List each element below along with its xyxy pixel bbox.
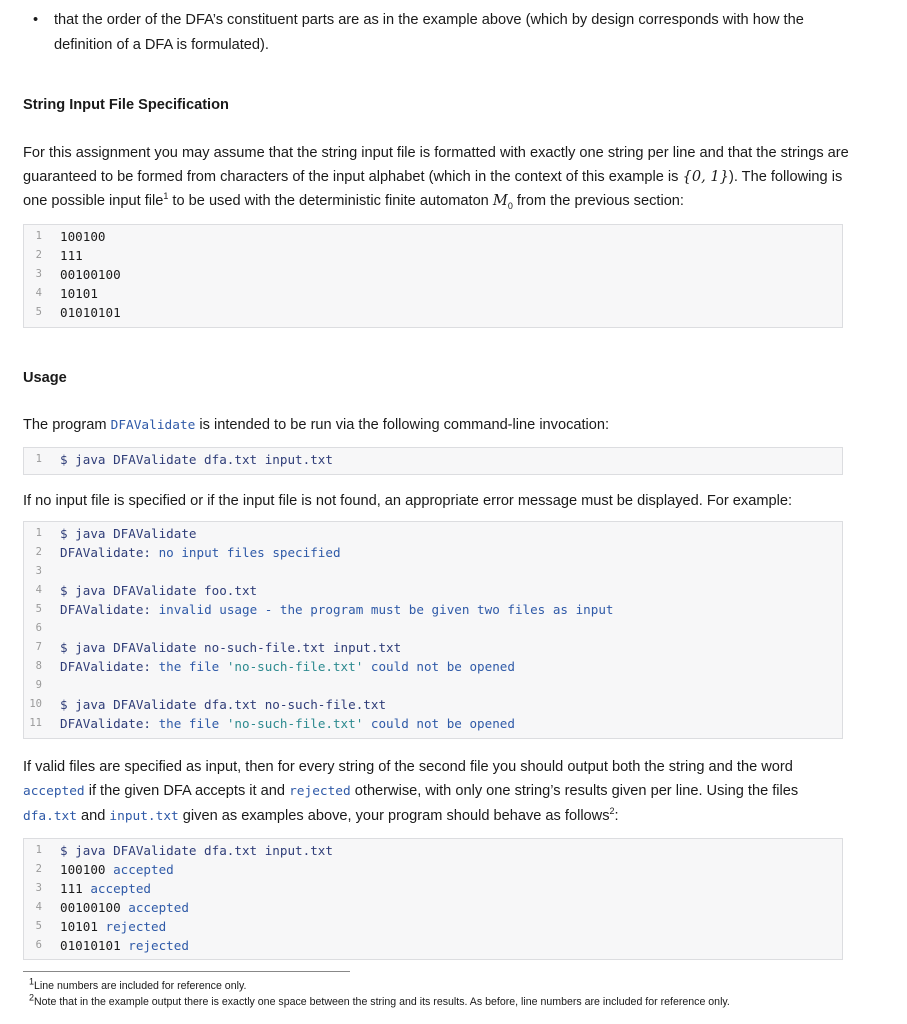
inline-code-dfavalidate: DFAValidate (110, 418, 196, 433)
footnote-divider (23, 971, 350, 972)
code-line: 5 DFAValidate: invalid usage - the program must be given two files as input (35, 602, 614, 617)
code-line: 1 $ java DFAValidate dfa.txt input.txt (35, 843, 333, 858)
code-line: 1 $ java DFAValidate dfa.txt input.txt (35, 452, 333, 467)
code-line: 1 $ java DFAValidate (35, 526, 197, 541)
code-line: 9 (35, 679, 42, 691)
code-line: 4 $ java DFAValidate foo.txt (35, 583, 258, 598)
code-line: 4 00100100 accepted (35, 900, 189, 915)
bullet-text-line1: that the order of the DFA’s constituent parts are as in the example above (which by design corresponds with how the (54, 12, 804, 28)
code-line: 2 100100 accepted (35, 862, 174, 877)
code-block-input-file (23, 224, 843, 328)
footnote-1: $^1$Line numbers are included for reference only. (29, 976, 247, 992)
section-heading-string-input: String Input File Specification (23, 97, 229, 113)
section-heading-usage: Usage (23, 370, 67, 386)
footnote-ref-1: 1 (163, 191, 169, 202)
code-line: 10 $ java DFAValidate dfa.txt no-such-file.txt (29, 697, 387, 712)
code-line: 1 100100 (35, 229, 106, 244)
code-line: 7 $ java DFAValidate no-such-file.txt input.txt (35, 640, 402, 655)
code-line: 8 DFAValidate: the file 'no-such-file.txt' could not be opened (35, 659, 515, 674)
footnote-2: $^2$Note that in the example output there is exactly one space between the string and its results. As before, line numbers are included for reference only. (29, 992, 730, 1008)
code-block-error-examples (23, 521, 843, 739)
code-line: 5 01010101 (35, 305, 121, 320)
code-line: 2 DFAValidate: no input files specified (35, 545, 341, 560)
alphabet-set: {0, 1} (682, 168, 729, 185)
code-line: 2 111 (35, 248, 83, 263)
code-line: 6 01010101 rejected (35, 938, 189, 953)
paragraph-valid-files: If valid files are specified as input, then for every string of the second file you should output both the string and the word accepted if the given DFA accepts it and rejected otherwise, with only one string’s results given per line. Using the files dfa.txt and input.txt given as examples above, your program should behave as follows$^2$: (23, 759, 799, 824)
code-line: 5 10101 rejected (35, 919, 167, 934)
automaton-symbol: M (492, 192, 508, 209)
inline-code-input-txt: input.txt (109, 809, 179, 824)
bullet-dot: • (33, 12, 39, 28)
code-line: 6 (35, 622, 42, 634)
paragraph-usage-intro: The program DFAValidate is intended to be run via the following command-line invocation: (23, 417, 610, 433)
code-line: 4 10101 (35, 286, 98, 301)
code-block-expected-output (23, 838, 843, 960)
code-line: 3 (35, 565, 42, 577)
paragraph-string-input: For this assignment you may assume that the string input file is formatted with exactly one string per line and that the strings are guaranteed to be formed from characters of the input alphabet (which in the context of this example is {0, 1}). The following is one possible input file$^1$ to be used with the deterministic finite automaton $M_0$ from the previous section: (23, 145, 849, 211)
code-line: 11 DFAValidate: the file 'no-such-file.txt' could not be opened (29, 716, 515, 731)
footnote-ref-2: 2 (609, 806, 615, 817)
code-line: 3 00100100 (35, 267, 121, 282)
code-line: 3 111 accepted (35, 881, 151, 896)
inline-code-rejected: rejected (289, 784, 351, 799)
inline-code-dfa-txt: dfa.txt (23, 809, 77, 824)
inline-code-accepted: accepted (23, 784, 85, 799)
paragraph-error-intro: If no input file is specified or if the input file is not found, an appropriate error message must be displayed. For example: (23, 493, 793, 509)
code-block-invocation (23, 447, 843, 475)
bullet-text-line2: definition of a DFA is formulated). (54, 37, 269, 53)
